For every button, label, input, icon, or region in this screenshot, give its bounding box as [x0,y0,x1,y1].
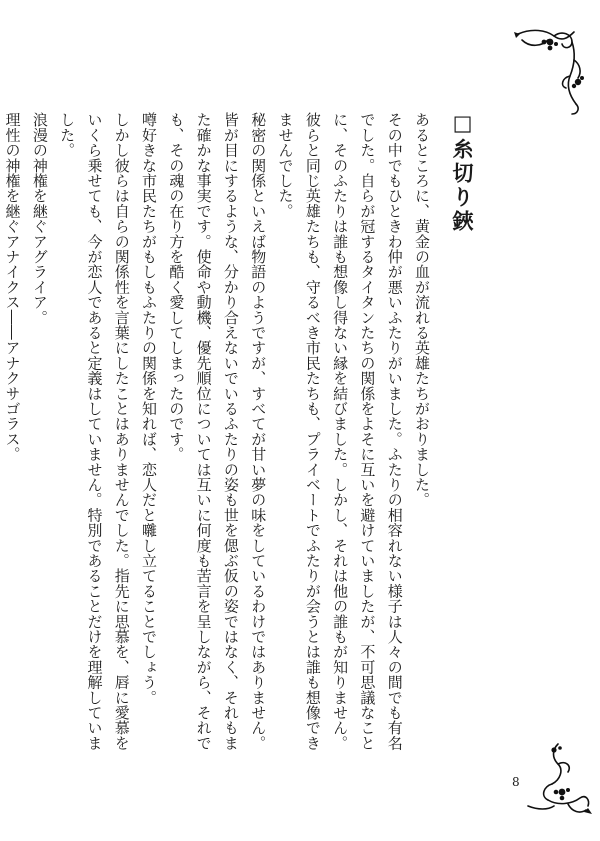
page-number: 8 [512,775,520,789]
paragraph: 秘密の関係といえば物語のようですが、すべてが甘い夢の味をしているわけではありません。皆が目にするような、分かり合えないでいるふたりの姿も世を偲ぶ仮の姿ではなく、それもまた確かな事実です。使命や動機、優先順位については互いに何度も苦言を呈しながら、それでも、その魂の在り方を酷く愛してしまったのです。 [167,112,268,751]
body-text [0,112,435,762]
paragraph: 理性の神権を継ぐアナイクス――アナクサゴラス。 [3,112,22,462]
corner-ornament-bottom-icon [518,740,594,822]
paragraph: しかし彼らは自らの関係性を言葉にしたことはありませんでした。指先に思慕を、唇に愛慕をいくら乗せても、今が恋人であると定義はしていません。特別であることだけを理解していました。 [58,112,131,751]
paragraph: その中でもひときわ仲が悪いふたりがいました。ふたりの相容れない様子は人々の間でも有名でした。自らが冠するタイタンたちの関係をよそに互いを避けていましたが、不可思議なことに、そのふたりは誰も想像し得ない縁を結びました。しかし、それは他の誰もが知りません。彼らと同じ英雄たちも、守るべき市民たちも、プライベートでふたりが会うとは誰も想像できませんでした。 [276,112,404,751]
corner-ornament-top-icon [508,20,588,120]
paragraph: あるところに、黄金の血が流れる英雄たちがおりました。 [413,112,431,508]
paragraph: 浪漫の神権を継ぐアグライア。 [30,112,49,325]
chapter-title: □糸切り鋏 [450,110,475,234]
paragraph: 噂好きな市民たちがもしもふたりの関係を知れば、恋人だと囃し立てることでしょう。 [140,112,159,705]
